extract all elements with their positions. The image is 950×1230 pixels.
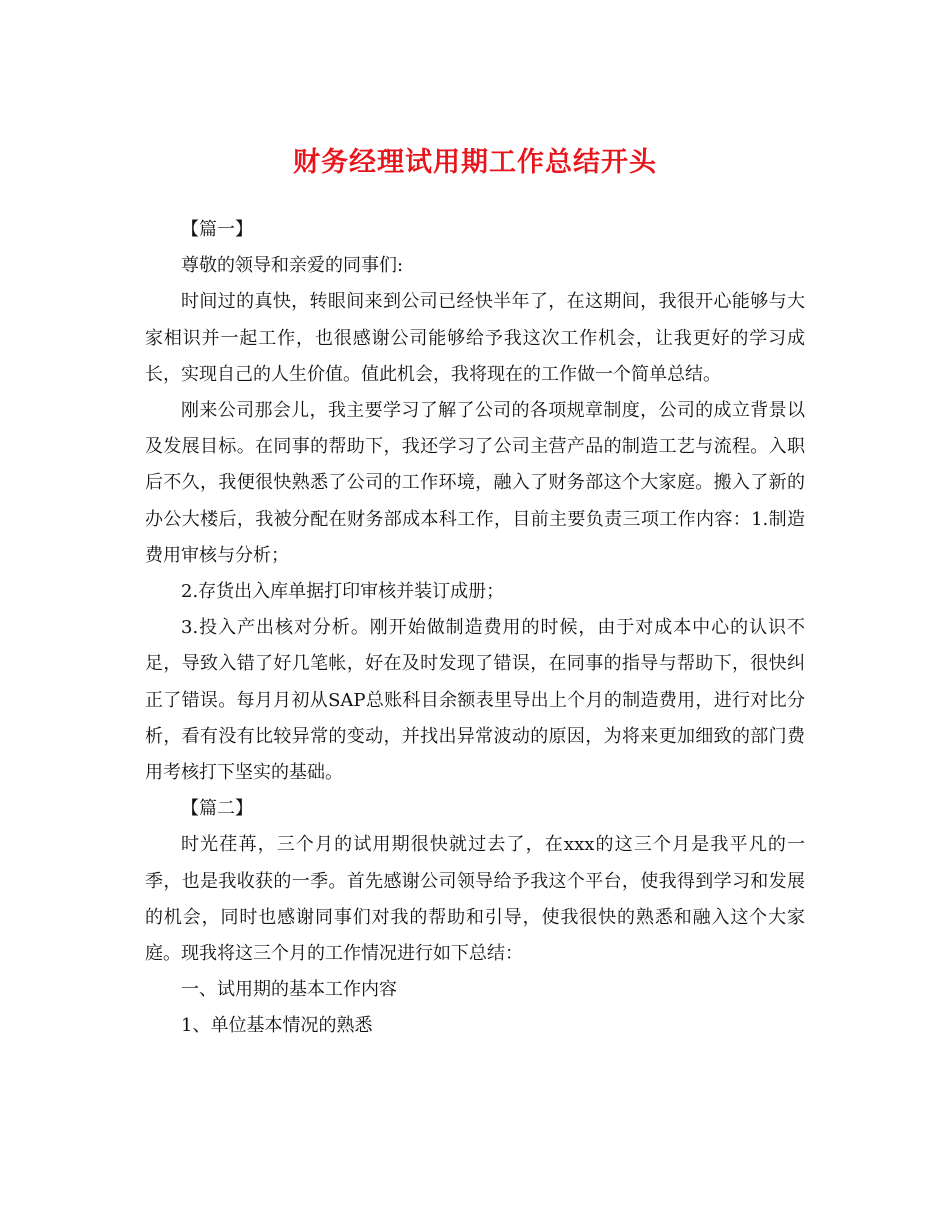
body-paragraph-5: 时光荏苒，三个月的试用期很快就过去了，在xxx的这三个月是我平凡的一季，也是我收获的一季。首先感谢公司领导给予我这个平台，使我得到学习和发展的机会，同时也感谢同事们对我的帮助和引导，使我很快的熟悉和融入这个大家庭。现我将这三个月的工作情况进行如下总结：	[145, 834, 805, 965]
salutation-paragraph: 尊敬的领导和亲爱的同事们:	[181, 255, 404, 277]
subheading-2: 1、单位基本情况的熟悉	[181, 1015, 373, 1037]
section-heading-2: 【篇二】	[181, 798, 253, 820]
document-title: 财务经理试用期工作总结开头	[293, 147, 657, 178]
body-paragraph-1: 时间过的真快，转眼间来到公司已经快半年了，在这期间，我很开心能够与大家相识并一起工作，也很感谢公司能够给予我这次工作机会，让我更好的学习成长，实现自己的人生价值。值此机会，我将现在的工作做一个简单总结。	[145, 291, 805, 385]
body-paragraph-4: 3.投入产出核对分析。刚开始做制造费用的时候，由于对成本中心的认识不足，导致入错了好几笔帐，好在及时发现了错误，在同事的指导与帮助下，很快纠正了错误。每月月初从SAP总账科目余额表里导出上个月的制造费用，进行对比分析，看有没有比较异常的变动，并找出异常波动的原因，为将来更加细致的部门费用考核打下坚实的基础。	[145, 617, 805, 784]
document-body	[145, 212, 805, 1045]
body-paragraph-3: 2.存货出入库单据打印审核并装订成册；	[181, 581, 505, 603]
body-paragraph-2: 刚来公司那会儿，我主要学习了解了公司的各项规章制度，公司的成立背景以及发展目标。在同事的帮助下，我还学习了公司主营产品的制造工艺与流程。入职后不久，我便很快熟悉了公司的工作环境，融入了财务部这个大家庭。搬入了新的办公大楼后，我被分配在财务部成本科工作，目前主要负责三项工作内容：1.制造费用审核与分析；	[145, 400, 805, 566]
subheading-1: 一、试用期的基本工作内容	[181, 979, 397, 1001]
section-heading-1: 【篇一】	[181, 219, 253, 240]
